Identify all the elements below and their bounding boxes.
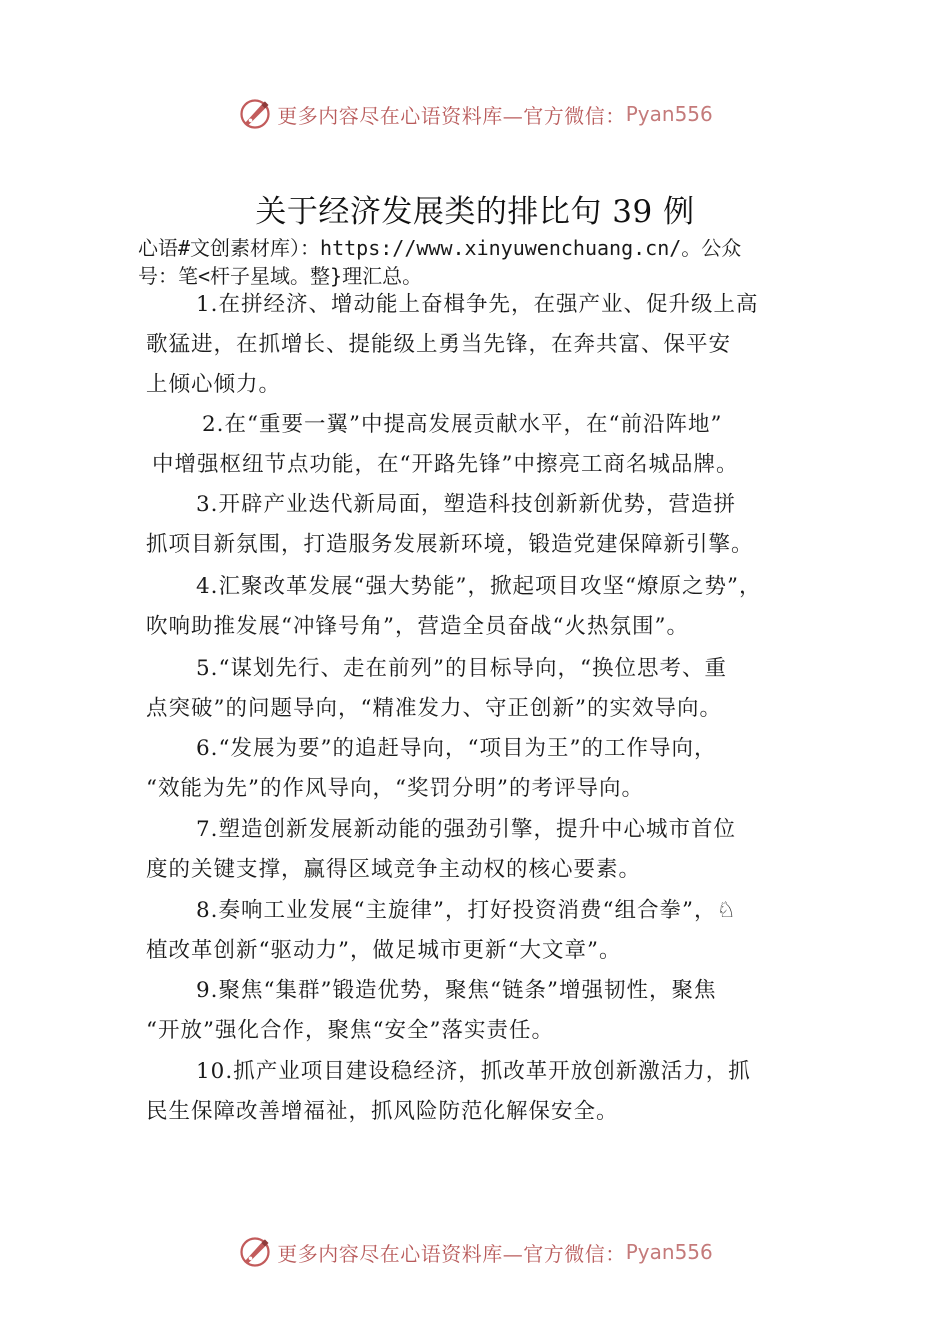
source-line: 心语#文创素材库）：https://www.xinyuwenchuang.cn/。公众 xyxy=(138,236,742,260)
paragraph-line: 民生保障改善增福祉，抓风险防范化解保安全。 xyxy=(146,1099,619,1124)
paragraph-8 xyxy=(146,891,836,971)
paragraph-line: 歌猛进，在抓增长、提能级上勇当先锋，在奔共富、保平安 xyxy=(146,332,732,357)
paragraph-line: 度的关键支撑，赢得区域竞争主动权的核心要素。 xyxy=(146,857,642,882)
wechat-id: Pyan556 xyxy=(625,102,713,126)
paragraph-line: 中增强枢纽节点功能，在“开路先锋”中擦亮工商名城品牌。 xyxy=(152,452,739,477)
paragraph-line: 1.在拼经济、增动能上奋楫争先，在强产业、促升级上高 xyxy=(196,292,759,317)
paragraph-5 xyxy=(146,649,836,729)
paragraph-line: “效能为先”的作风导向，“奖罚分明”的考评导向。 xyxy=(146,776,644,801)
paragraph-7 xyxy=(146,810,836,890)
paragraph-2 xyxy=(152,405,842,485)
paragraph-line: 6.“发展为要”的追赶导向，“项目为王”的工作导向， xyxy=(196,736,717,761)
paragraph-10 xyxy=(146,1052,836,1132)
pen-logo-icon xyxy=(237,1234,273,1270)
paragraph-9 xyxy=(146,971,836,1051)
paragraph-line: 抓项目新氛围，打造服务发展新环境，锻造党建保障新引擎。 xyxy=(146,532,754,557)
document-title: 关于经济发展类的排比句 39 例 xyxy=(255,194,695,230)
paragraph-line: 上倾心倾力。 xyxy=(146,372,282,397)
watermark-text: 更多内容尽在心语资料库—官方微信： xyxy=(277,1241,626,1266)
watermark-banner-bottom xyxy=(0,1232,950,1272)
watermark-banner-top xyxy=(0,94,950,134)
watermark-text: 更多内容尽在心语资料库—官方微信： xyxy=(277,103,626,128)
paragraph-line: 10.抓产业项目建设稳经济，抓改革开放创新激活力，抓 xyxy=(196,1059,751,1084)
paragraph-line: 植改革创新“驱动力”，做足城市更新“大文章”。 xyxy=(146,938,622,963)
paragraph-line: 2.在“重要一翼”中提高发展贡献水平，在“前沿阵地” xyxy=(202,412,723,437)
paragraph-4 xyxy=(146,567,836,647)
pen-logo-icon xyxy=(237,96,273,132)
paragraph-line: 8.奏响工业发展“主旋律”，打好投资消费“组合拳”，♘ xyxy=(196,898,737,923)
paragraph-line: 9.聚焦“集群”锻造优势，聚焦“链条”增强韧性，聚焦 xyxy=(196,978,717,1003)
paragraph-line: 3.开辟产业迭代新局面，塑造科技创新新优势，营造拼 xyxy=(196,492,737,517)
paragraph-1 xyxy=(146,285,836,405)
paragraph-6 xyxy=(146,729,836,809)
paragraph-line: 7.塑造创新发展新动能的强劲引擎，提升中心城市首位 xyxy=(196,817,737,842)
paragraph-3 xyxy=(146,485,836,565)
source-line: 号：笔<杆子星域。整}理汇总。 xyxy=(138,264,423,288)
paragraph-line: 吹响助推发展“冲锋号角”，营造全员奋战“火热氛围”。 xyxy=(146,614,689,639)
paragraph-line: “开放”强化合作，聚焦“安全”落实责任。 xyxy=(146,1018,554,1043)
paragraph-line: 5.“谋划先行、走在前列”的目标导向，“换位思考、重 xyxy=(196,656,727,681)
paragraph-line: 4.汇聚改革发展“强大势能”，掀起项目攻坚“燎原之势”， xyxy=(196,574,762,599)
source-note xyxy=(138,234,843,290)
paragraph-line: 点突破”的问题导向，“精准发力、守正创新”的实效导向。 xyxy=(146,696,722,721)
wechat-id: Pyan556 xyxy=(625,1240,713,1264)
